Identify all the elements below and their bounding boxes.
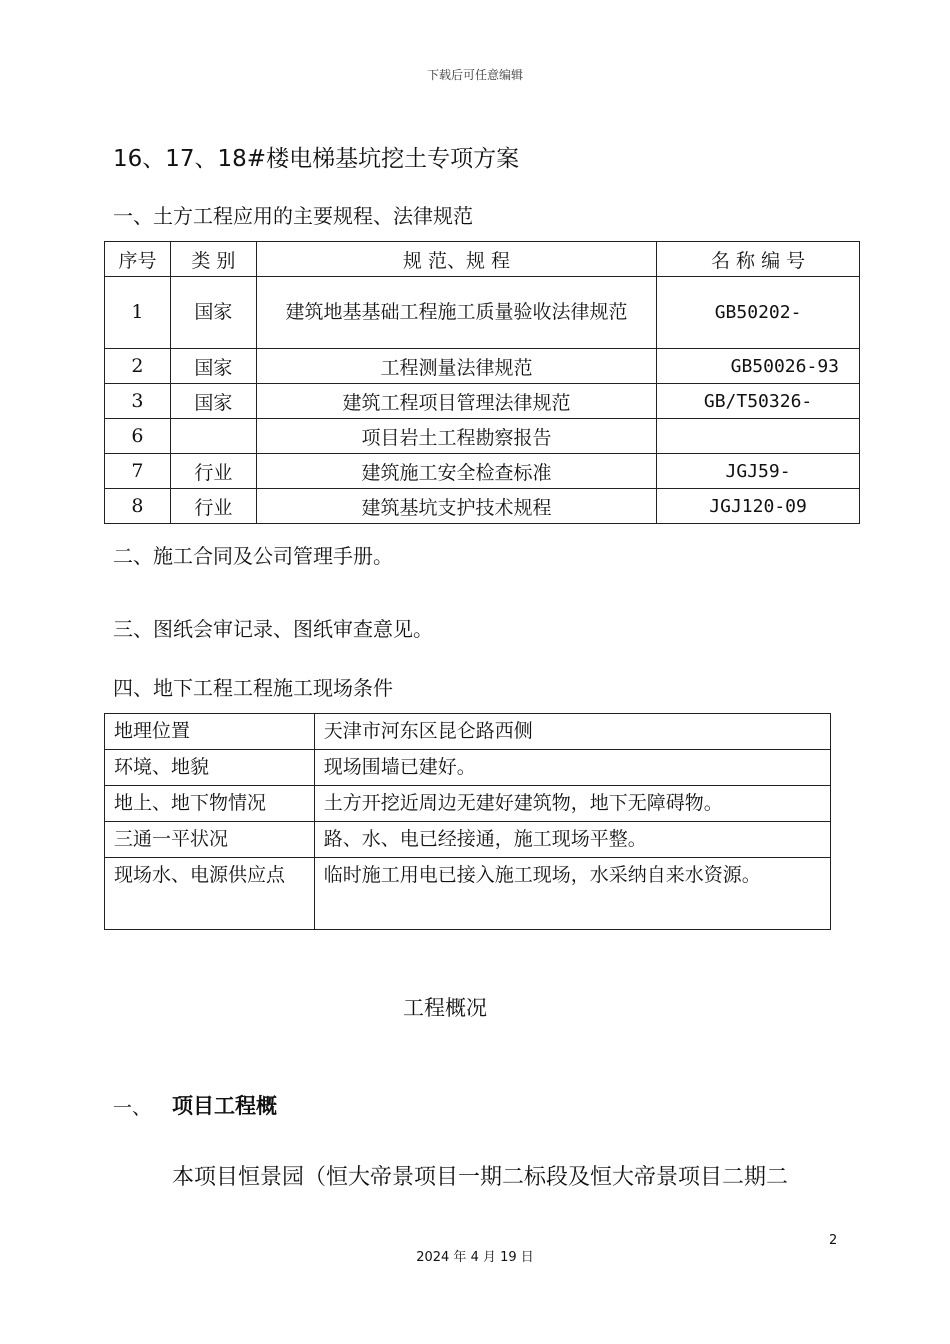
condition-label: 三通一平状况 xyxy=(105,822,315,858)
row-regulation: 工程测量法律规范 xyxy=(256,349,656,384)
page-number: 2 xyxy=(829,1233,838,1248)
section-1-heading: 一、土方工程应用的主要规程、法律规范 xyxy=(113,204,473,228)
row-code: GB/T50326- xyxy=(657,384,860,419)
table-row xyxy=(105,714,831,750)
row-no: 1 xyxy=(105,277,171,349)
table-row xyxy=(105,277,860,349)
row-category: 国家 xyxy=(170,277,256,349)
row-code: JGJ59- xyxy=(657,454,860,489)
subsection-number: 一、 xyxy=(113,1097,152,1119)
table-row xyxy=(105,786,831,822)
regulations-table xyxy=(104,241,860,524)
table-header-row xyxy=(105,242,860,277)
header-no: 序号 xyxy=(105,242,171,277)
table-row xyxy=(105,454,860,489)
condition-label: 现场水、电源供应点 xyxy=(105,858,315,930)
row-code: GB50202- xyxy=(657,277,860,349)
site-conditions-table xyxy=(104,713,831,930)
row-no: 6 xyxy=(105,419,171,454)
row-regulation: 项目岩土工程勘察报告 xyxy=(256,419,656,454)
condition-label: 环境、地貌 xyxy=(105,750,315,786)
row-code: GB50026-93 xyxy=(657,349,860,384)
row-category: 行业 xyxy=(170,489,256,524)
row-no: 8 xyxy=(105,489,171,524)
table-row xyxy=(105,858,831,930)
row-category: 行业 xyxy=(170,454,256,489)
table-row xyxy=(105,349,860,384)
row-category xyxy=(170,419,256,454)
row-regulation: 建筑工程项目管理法律规范 xyxy=(256,384,656,419)
row-category: 国家 xyxy=(170,384,256,419)
condition-label: 地上、地下物情况 xyxy=(105,786,315,822)
condition-value: 临时施工用电已接入施工现场，水采纳自来水资源。 xyxy=(314,858,830,930)
table-row xyxy=(105,750,831,786)
header-code: 名 称 编 号 xyxy=(657,242,860,277)
table-row xyxy=(105,489,860,524)
document-title: 16、17、18#楼电梯基坑挖土专项方案 xyxy=(113,146,520,172)
section-4-heading: 四、地下工程工程施工现场条件 xyxy=(113,676,393,700)
subsection-title: 项目工程概 xyxy=(172,1094,277,1118)
footer-date: 2024 年 4 月 19 日 xyxy=(416,1250,534,1265)
row-regulation: 建筑地基基础工程施工质量验收法律规范 xyxy=(256,277,656,349)
overview-title: 工程概况 xyxy=(403,996,487,1020)
row-no: 3 xyxy=(105,384,171,419)
row-no: 7 xyxy=(105,454,171,489)
row-no: 2 xyxy=(105,349,171,384)
header-category: 类 别 xyxy=(170,242,256,277)
table-row xyxy=(105,822,831,858)
header-regulation: 规 范、规 程 xyxy=(256,242,656,277)
condition-value: 土方开挖近周边无建好建筑物，地下无障碍物。 xyxy=(314,786,830,822)
overview-paragraph: 本项目恒景园（恒大帝景项目一期二标段及恒大帝景项目二期二 xyxy=(172,1165,789,1190)
table-row xyxy=(105,384,860,419)
section-3-heading: 三、图纸会审记录、图纸审查意见。 xyxy=(113,617,433,641)
row-code xyxy=(657,419,860,454)
section-2-heading: 二、施工合同及公司管理手册。 xyxy=(113,544,393,568)
condition-value: 天津市河东区昆仑路西侧 xyxy=(314,714,830,750)
condition-label: 地理位置 xyxy=(105,714,315,750)
row-regulation: 建筑施工安全检查标准 xyxy=(256,454,656,489)
condition-value: 路、水、电已经接通，施工现场平整。 xyxy=(314,822,830,858)
header-note: 下载后可任意编辑 xyxy=(426,68,523,82)
condition-value: 现场围墙已建好。 xyxy=(314,750,830,786)
row-regulation: 建筑基坑支护技术规程 xyxy=(256,489,656,524)
table-row xyxy=(105,419,860,454)
row-category: 国家 xyxy=(170,349,256,384)
row-code: JGJ120-09 xyxy=(657,489,860,524)
